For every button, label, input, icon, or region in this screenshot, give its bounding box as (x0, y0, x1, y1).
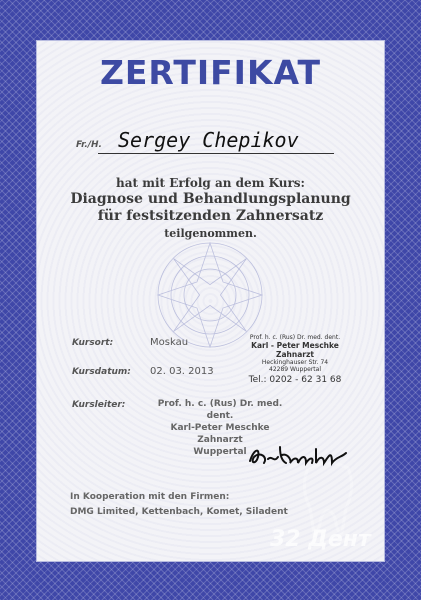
kursort-value: Moskau (150, 337, 189, 348)
signature-image (246, 443, 350, 469)
cooperation-companies: DMG Limited, Kettenbach, Komet, Siladent (70, 507, 288, 517)
watermark-logo: 32 Дент (270, 527, 371, 552)
course-intro: hat mit Erfolg an dem Kurs: (116, 176, 305, 190)
kursdatum-label: Kursdatum: (72, 367, 131, 377)
stamp-line2: Karl - Peter Meschke (251, 341, 339, 350)
kursleiter-line4: Wuppertal (193, 447, 247, 457)
stamp-line4: Heckinghauser Str. 74 (261, 359, 329, 366)
tooth-watermark-icon (298, 458, 358, 538)
course-title-line1: Diagnose und Behandlungsplanung (70, 191, 351, 207)
stamp-line6: Tel.: 0202 - 62 31 68 (248, 375, 342, 385)
cooperation-label: In Kooperation mit den Firmen: (70, 492, 230, 502)
kursdatum-value: 02. 03. 2013 (150, 366, 214, 377)
recipient-name: Sergey Chepikov (118, 128, 299, 152)
stamp-line3: Zahnarzt (276, 350, 314, 359)
doctor-stamp (220, 334, 370, 385)
stamp-line5: 42289 Wuppertal (269, 366, 321, 373)
kursleiter-line2: Karl-Peter Meschke (170, 423, 270, 433)
stamp-line1: Prof. h. c. (Rus) Dr. med. dent. (249, 334, 341, 341)
kursort-label: Kursort: (72, 338, 114, 348)
kursleiter-label: Kursleiter: (72, 400, 126, 410)
course-title-line2: für festsitzenden Zahnersatz (97, 208, 324, 224)
certificate-title: ZERTIFIKAT (99, 53, 322, 92)
name-prefix: Fr./H. (76, 140, 102, 150)
name-underline (98, 153, 334, 154)
kursleiter-line3: Zahnarzt (197, 435, 243, 445)
course-completion: teilgenommen. (164, 227, 257, 240)
kursleiter-line1: Prof. h. c. (Rus) Dr. med. dent. (157, 399, 283, 421)
